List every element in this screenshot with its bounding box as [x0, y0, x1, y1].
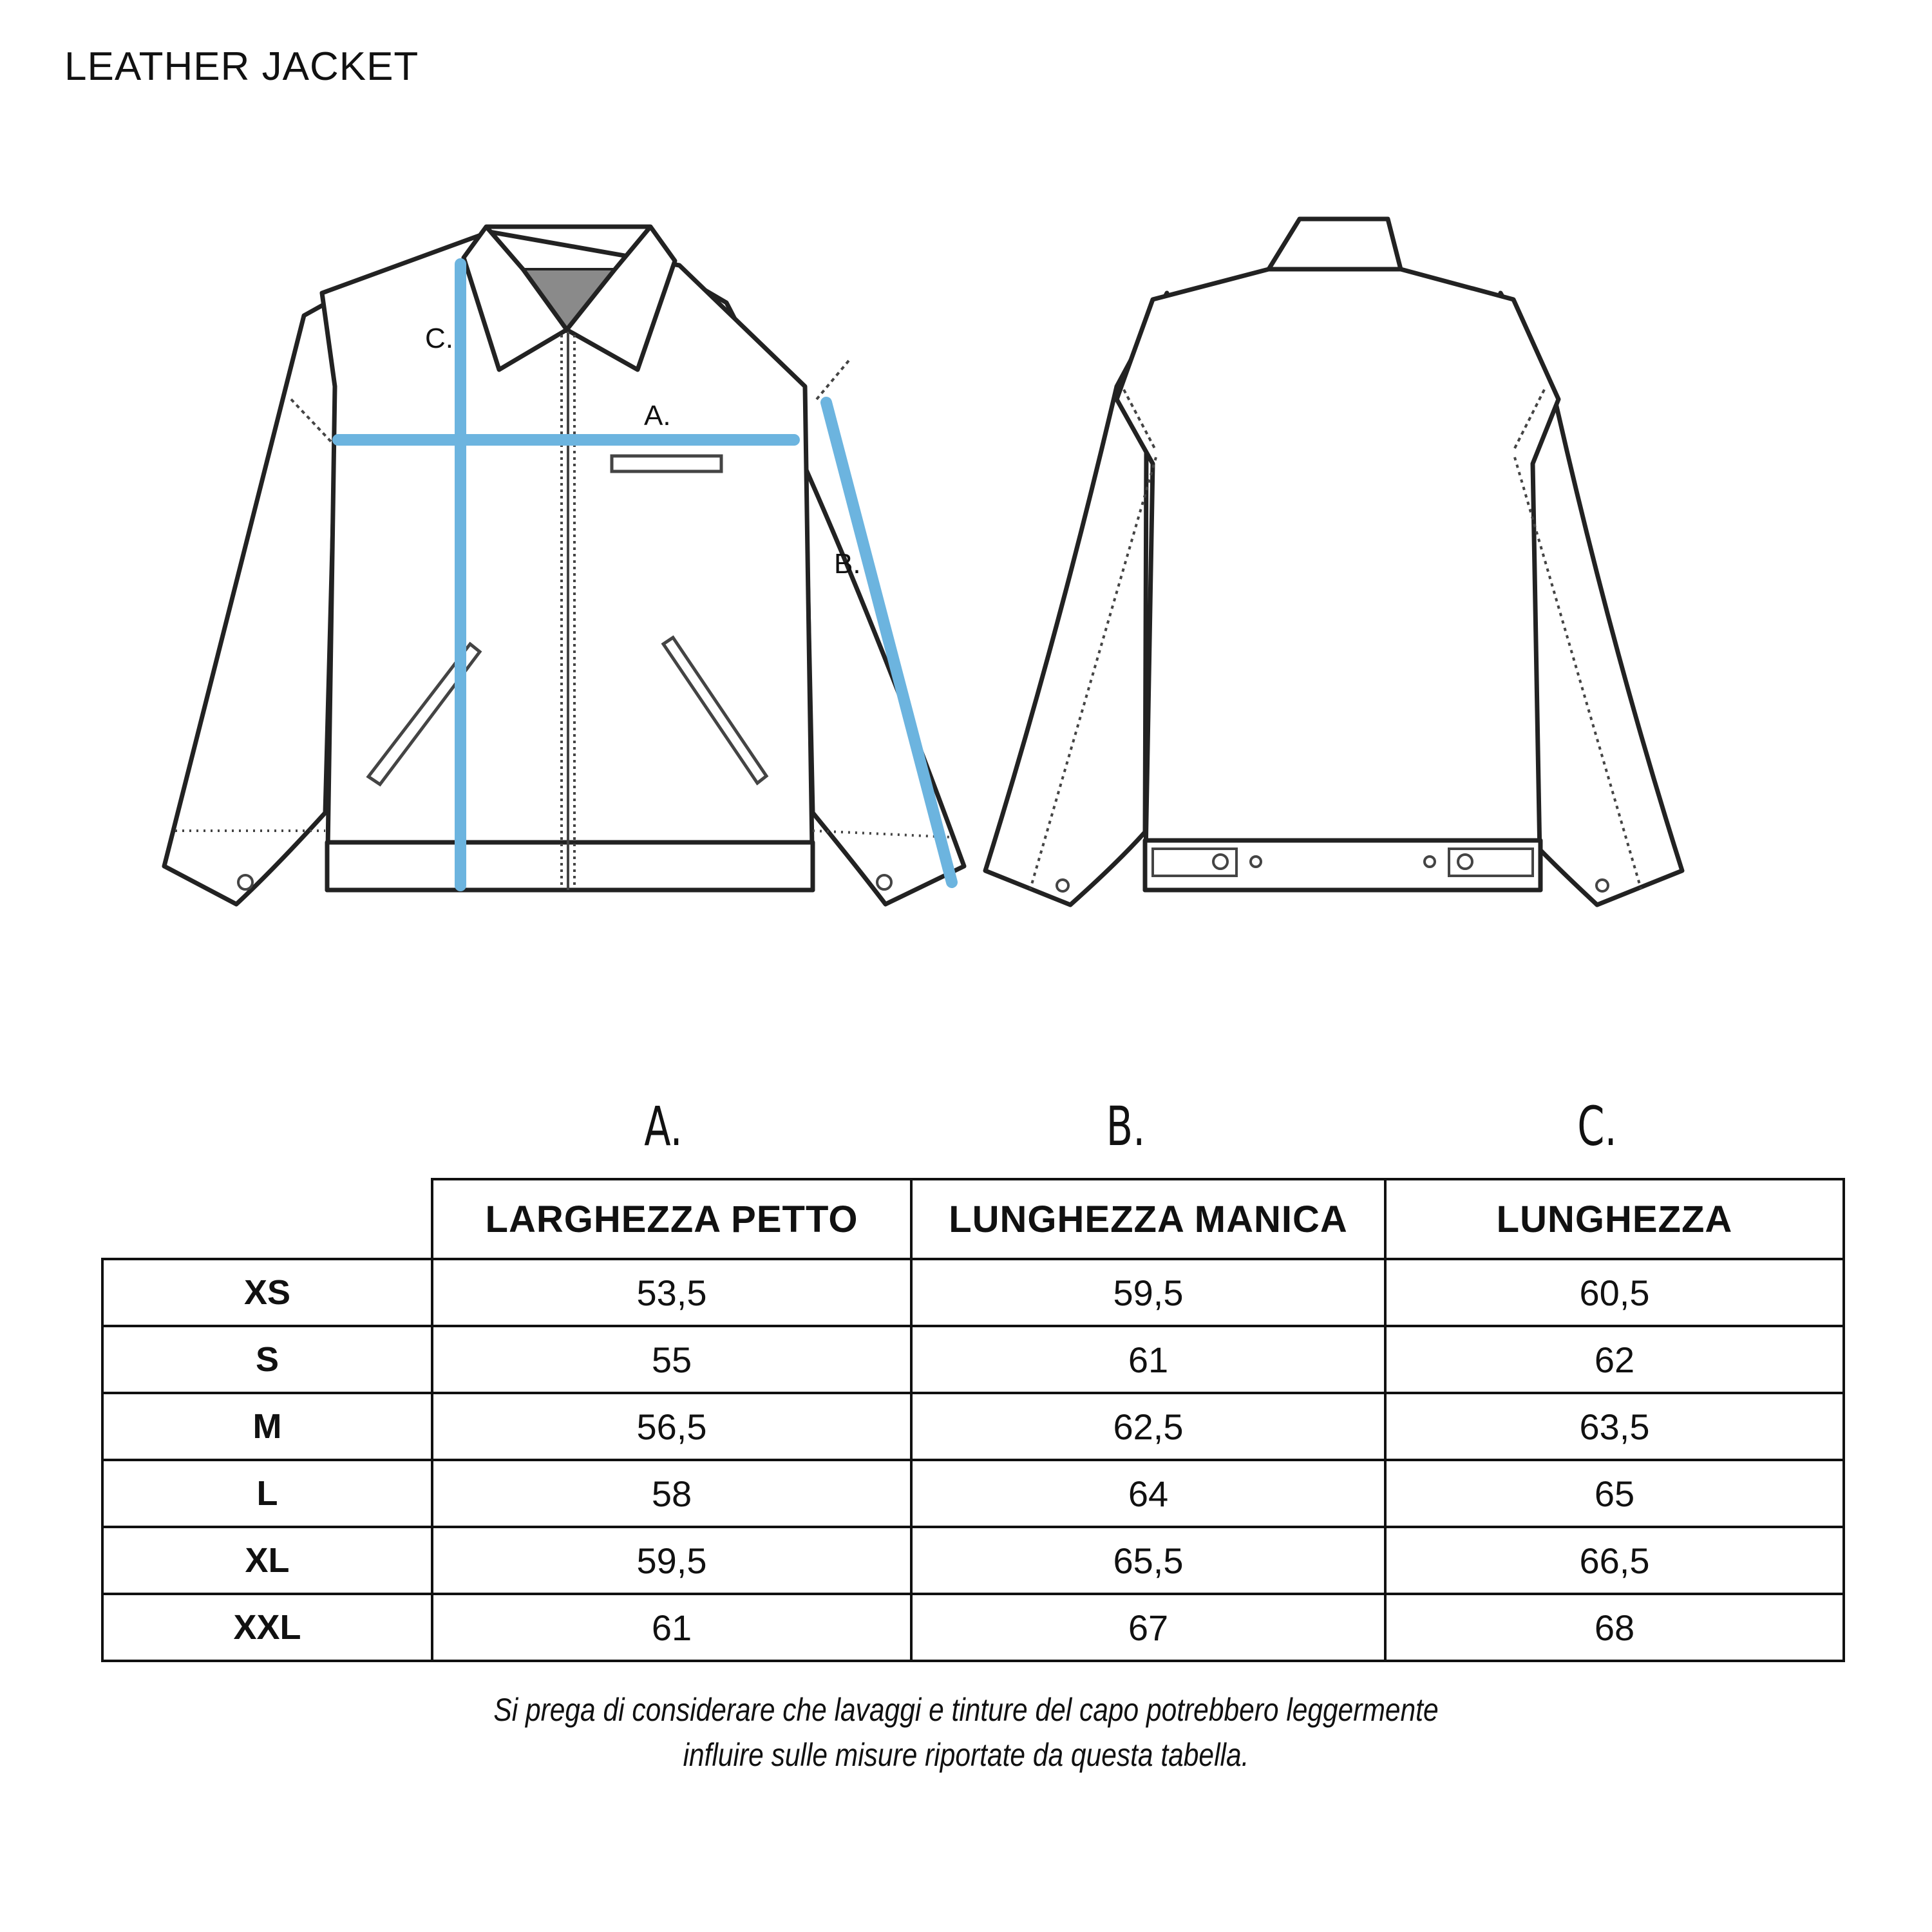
table-cell: 68 — [1385, 1594, 1844, 1661]
label-a: A. — [644, 400, 671, 431]
header-length: LUNGHEZZA — [1385, 1179, 1844, 1259]
front-waistband — [327, 842, 813, 890]
table-cell: 64 — [911, 1460, 1385, 1527]
table-cell: 62 — [1385, 1326, 1844, 1393]
back-collar — [1269, 219, 1401, 269]
size-table — [101, 1178, 1845, 1662]
header-sleeve-length: LUNGHEZZA MANICA — [911, 1179, 1385, 1259]
table-cell: 58 — [432, 1460, 911, 1527]
table-cell: 56,5 — [432, 1393, 911, 1460]
table-header-row — [102, 1179, 1844, 1259]
disclaimer-line-2: influire sulle misure riportate da questa tabella. — [683, 1737, 1249, 1773]
disclaimer-note — [145, 1687, 1787, 1777]
table-cell: 61 — [432, 1594, 911, 1661]
table-cell: 55 — [432, 1326, 911, 1393]
table-cell: 61 — [911, 1326, 1385, 1393]
column-letter-c: C. — [1577, 1095, 1617, 1158]
size-label: XL — [102, 1527, 432, 1594]
size-label: XS — [102, 1259, 432, 1326]
size-label: S — [102, 1326, 432, 1393]
table-cell: 60,5 — [1385, 1259, 1844, 1326]
jacket-back-view — [985, 219, 1682, 905]
table-row — [102, 1594, 1844, 1661]
front-left-sleeve — [164, 291, 348, 904]
table-cell: 65,5 — [911, 1527, 1385, 1594]
table-corner — [102, 1179, 432, 1259]
table-cell: 63,5 — [1385, 1393, 1844, 1460]
column-letter-b: B. — [1106, 1095, 1146, 1158]
table-row — [102, 1393, 1844, 1460]
table-cell: 59,5 — [911, 1259, 1385, 1326]
table-cell: 53,5 — [432, 1259, 911, 1326]
size-label: M — [102, 1393, 432, 1460]
header-chest-width: LARGHEZZA PETTO — [432, 1179, 911, 1259]
column-letter-a: A. — [644, 1095, 683, 1158]
table-cell: 67 — [911, 1594, 1385, 1661]
back-body — [1117, 269, 1558, 890]
disclaimer-line-1: Si prega di considerare che lavaggi e tinture del capo potrebbero leggermente — [493, 1692, 1439, 1728]
size-label: XXL — [102, 1594, 432, 1661]
table-row — [102, 1259, 1844, 1326]
table-cell: 62,5 — [911, 1393, 1385, 1460]
table-cell: 66,5 — [1385, 1527, 1844, 1594]
label-b: B. — [834, 548, 861, 580]
table-row — [102, 1326, 1844, 1393]
size-label: L — [102, 1460, 432, 1527]
page-title: LEATHER JACKET — [64, 44, 419, 89]
label-c: C. — [425, 323, 453, 354]
table-row — [102, 1527, 1844, 1594]
table-cell: 65 — [1385, 1460, 1844, 1527]
table-cell: 59,5 — [432, 1527, 911, 1594]
table-row — [102, 1460, 1844, 1527]
